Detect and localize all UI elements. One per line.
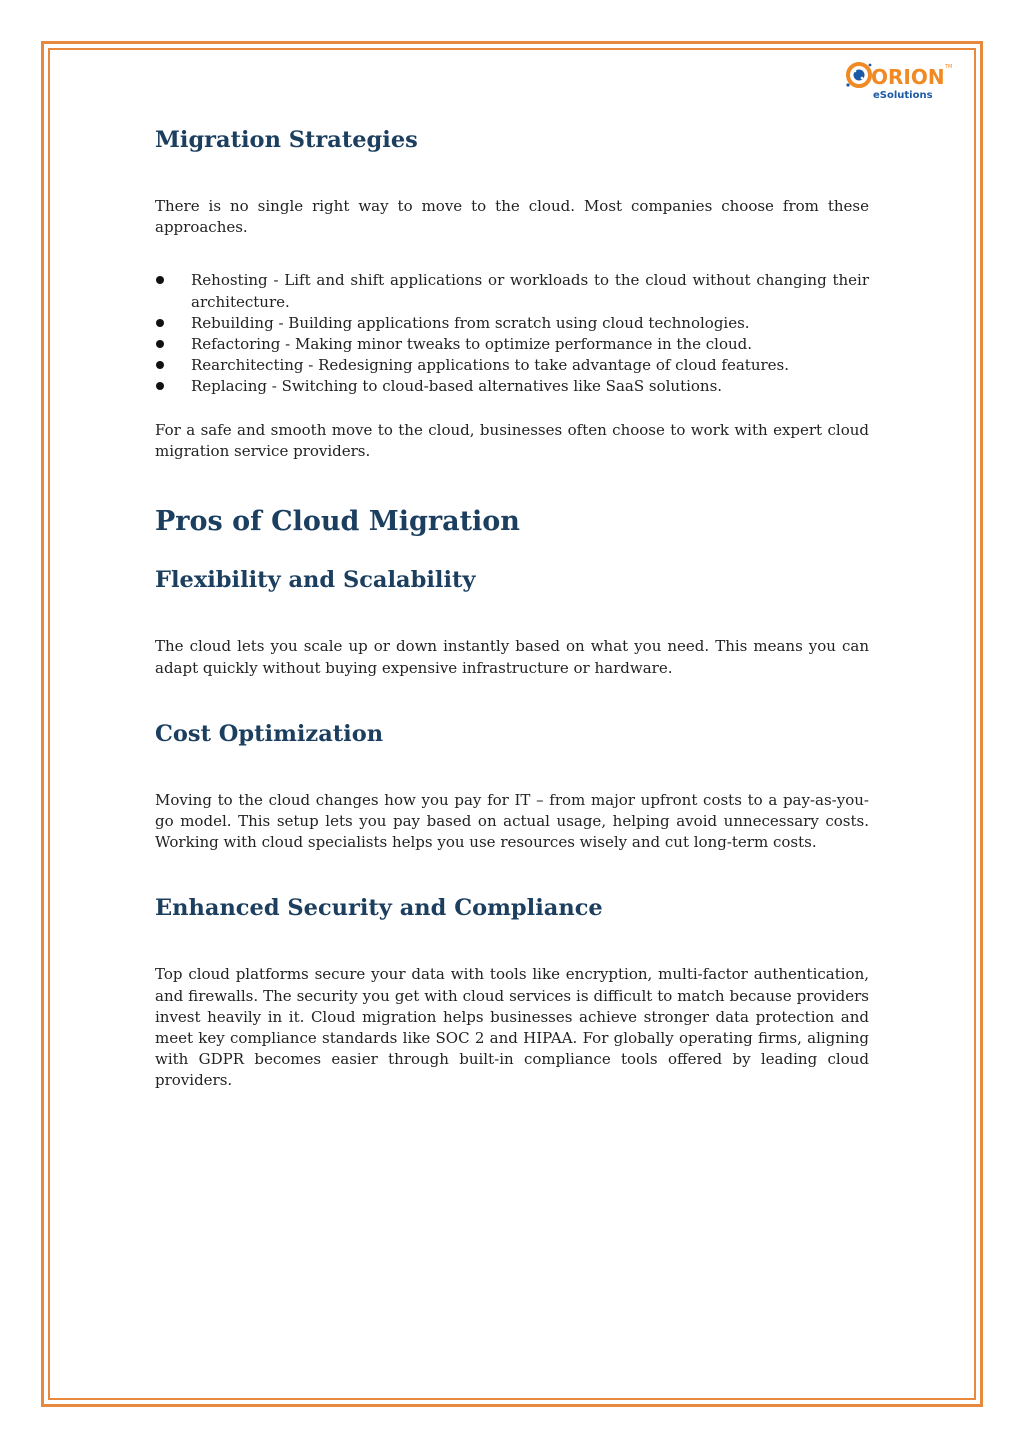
list-item: [155, 270, 869, 312]
globe-icon: [846, 64, 871, 87]
paragraph-security: Top cloud platforms secure your data with tools like encryption, multi-factor authentication, and firewalls. The security you get with cloud services is difficult to match because providers invest heavily in it. Cloud migration helps businesses achieve stronger data protection and meet key compliance standards like SOC 2 and HIPAA. For globally operating firms, aligning with GDPR becomes easier through built-in compliance tools offered by leading cloud providers.: [155, 965, 869, 1090]
bullet-icon: [156, 319, 164, 327]
list-item: [155, 334, 869, 355]
paragraph-cost: Moving to the cloud changes how you pay for IT – from major upfront costs to a pay-as-you-go model. This setup lets you pay based on actual usage, helping avoid unnecessary costs. Working with cloud specialists helps you use resources wisely and cut long-term costs.: [155, 790, 869, 852]
bullet-icon: [156, 382, 164, 390]
list-item: [155, 376, 869, 397]
logo-trademark: TM: [945, 64, 953, 70]
document-content: [155, 120, 869, 1092]
list-item: [155, 355, 869, 376]
list-item-text: Replacing - Switching to cloud-based alternatives like SaaS solutions.: [191, 376, 723, 395]
paragraph-migration-outro: For a safe and smooth move to the cloud, businesses often choose to work with expert cloud migration service providers.: [155, 420, 869, 461]
paragraph-flexibility: The cloud lets you scale up or down instantly based on what you need. This means you can adapt quickly without buying expensive infrastructure or hardware.: [155, 637, 869, 677]
list-item-text: Rearchitecting - Redesigning applications to take advantage of cloud features.: [191, 355, 790, 374]
logo-wordmark: ORION: [871, 65, 945, 89]
heading-flexibility-scalability: Flexibility and Scalability: [155, 567, 476, 594]
list-item-text: Refactoring - Making minor tweaks to optimize performance in the cloud.: [191, 334, 753, 353]
heading-cost-optimization: Cost Optimization: [155, 720, 384, 747]
orion-logo: [843, 58, 955, 102]
heading-migration-strategies: Migration Strategies: [155, 127, 418, 153]
logo-subtitle: eSolutions: [873, 90, 933, 101]
heading-pros-of-cloud-migration: Pros of Cloud Migration: [155, 506, 520, 538]
strategy-list: [155, 270, 869, 397]
list-item-text: Rehosting - Lift and shift applications or workloads to the cloud without changing their architecture.: [191, 271, 869, 311]
list-item-text: Rebuilding - Building applications from scratch using cloud technologies.: [191, 313, 750, 332]
heading-security-compliance: Enhanced Security and Compliance: [155, 895, 603, 922]
bullet-icon: [156, 276, 164, 284]
list-item: [155, 313, 869, 334]
bullet-icon: [156, 340, 164, 348]
paragraph-migration-intro: There is no single right way to move to the cloud. Most companies choose from these approaches.: [155, 197, 869, 237]
bullet-icon: [156, 361, 164, 369]
